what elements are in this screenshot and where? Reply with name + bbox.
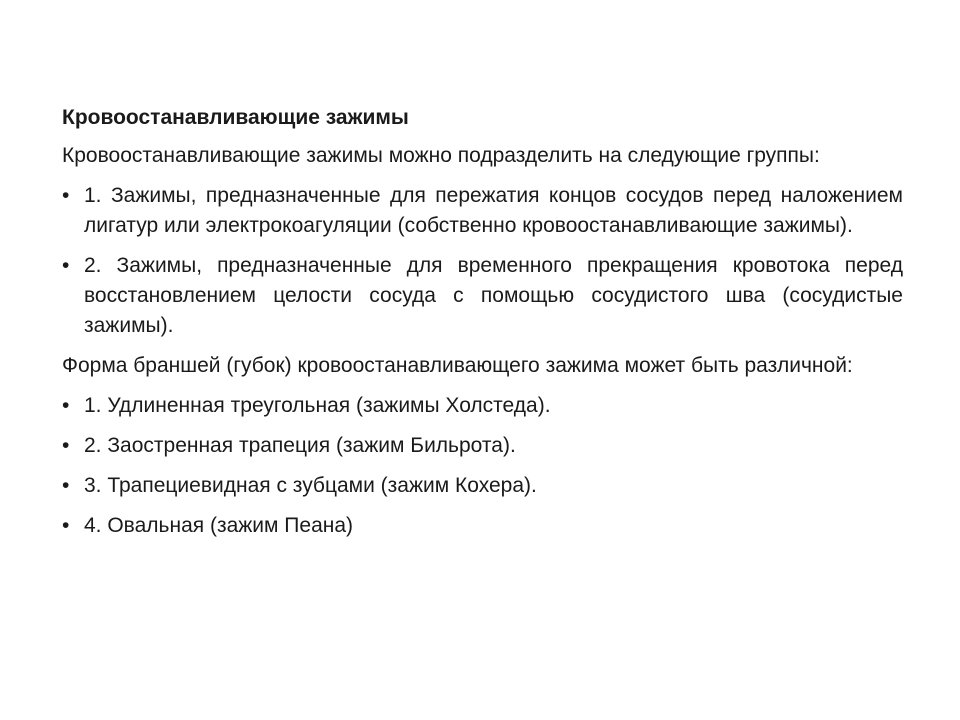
groups-list xyxy=(62,181,903,341)
list-item xyxy=(62,251,903,341)
groups-intro: Кровоостанавливающие зажимы можно подразделить на следующие группы: xyxy=(62,144,820,167)
list-item-text: 3. Трапециевидная с зубцами (зажим Кохера). xyxy=(84,474,537,497)
list-item-text: 1. Зажимы, предназначенные для пережатия концов сосудов перед наложением лигатур или электрокоагуляции (собственно кровоостанавливающие зажимы). xyxy=(84,184,903,237)
list-item-text: 2. Заостренная трапеция (зажим Бильрота). xyxy=(84,434,516,457)
list-item xyxy=(62,511,903,541)
list-item xyxy=(62,391,903,421)
list-item xyxy=(62,181,903,241)
shapes-list xyxy=(62,391,903,541)
list-item xyxy=(62,471,903,501)
bullet-icon: • xyxy=(62,254,70,277)
shapes-intro: Форма браншей (губок) кровоостанавливающего зажима может быть различной: xyxy=(62,354,853,377)
list-item-text: 1. Удлиненная треугольная (зажимы Холстеда). xyxy=(84,394,551,417)
slide-title: Кровоостанавливающие зажимы xyxy=(62,106,409,129)
list-item-text: 2. Зажимы, предназначенные для временного прекращения кровотока перед восстановлением целости сосуда с помощью сосудистого шва (сосудистые зажимы). xyxy=(84,254,903,337)
list-item-text: 4. Овальная (зажим Пеана) xyxy=(84,514,354,537)
list-item xyxy=(62,431,903,461)
bullet-icon: • xyxy=(62,514,70,537)
bullet-icon: • xyxy=(62,434,70,457)
bullet-icon: • xyxy=(62,184,70,207)
bullet-icon: • xyxy=(62,474,70,497)
bullet-icon: • xyxy=(62,394,70,417)
